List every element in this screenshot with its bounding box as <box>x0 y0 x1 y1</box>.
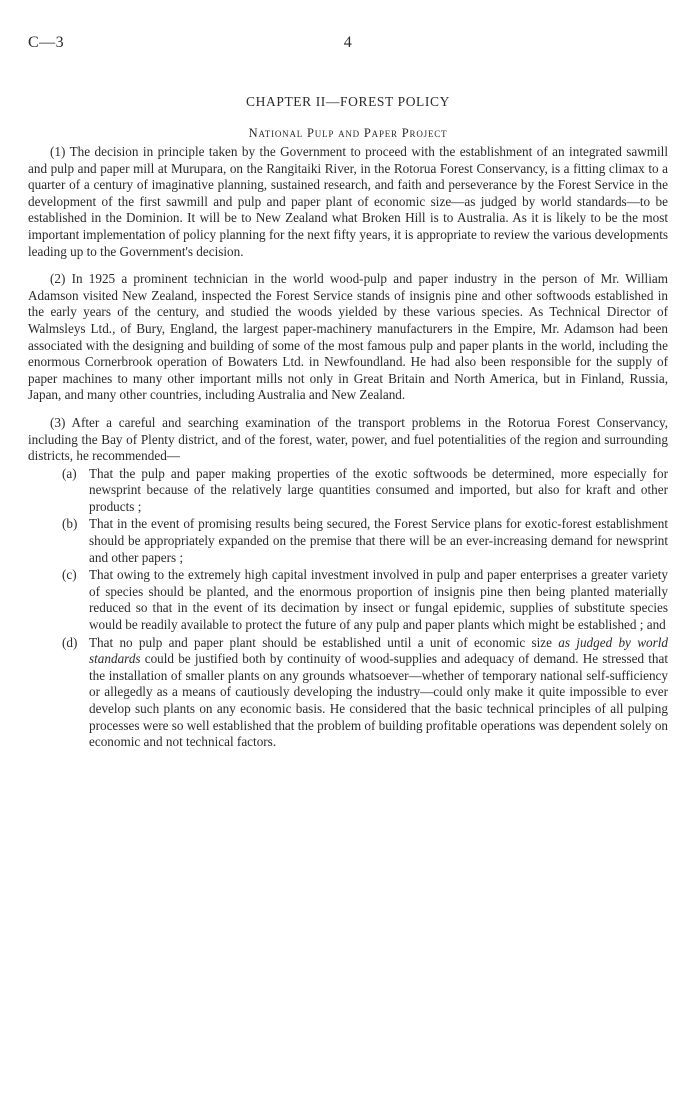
paragraph-2: (2) In 1925 a prominent technician in the world wood-pulp and paper industry in the person of Mr. William Adamson visited New Zealand, inspected the Forest Service stands of insignis pine and other softwoods established in the early years of the century, and studied the woods yielded by these various species. As Technical Director of Walmsleys Ltd., of Bury, England, the largest paper-machinery manufacturers in the Empire, Mr. Adamson had been associated with the designing and building of some of the most famous pulp and paper plants in the world, including the enormous Cornerbrook operation of Bowaters Ltd. in Newfoundland. He had also been responsible for the supply of paper machines to many other important mills not only in Great Britain and North America, but in Finland, Russia, Japan, and many other countries, including Australia and New Zealand. <box>28 271 668 403</box>
recommendation-a <box>28 466 668 516</box>
recommendation-text-start: That no pulp and paper plant should be established until a unit of economic size <box>89 634 559 650</box>
recommendation-label: (d) <box>62 634 78 650</box>
recommendation-b <box>28 516 668 566</box>
recommendation-text <box>89 635 668 750</box>
section-title: National Pulp and Paper Project <box>248 126 448 140</box>
recommendation-text-end: could be justified both by continuity of wood-supplies and adequacy of demand. He stressed that the installation of smaller plants on any grounds whatsoever—whether of temporary national self-sufficiency or allegedly as a means of cautiously developing the industry—could only make it quite impossible to ever develop such plants on any economic basis. He considered that the basic technical principles of all pulping processes were so well established that the problem of building profitable operations was dependent solely on economic and not technical factors. <box>89 651 669 750</box>
recommendation-emphasis: as judged by world standards <box>89 634 668 667</box>
page-header <box>28 34 668 58</box>
recommendation-text: That owing to the extremely high capital investment involved in pulp and paper enterprises a greater variety of species should be planted, and the enormous proportion of insignis pine then being planted materially reduced so that in the event of its decimation by insect or fungal epidemic, supplies of substitute species would be readily available to protect the future of any pulp and paper plants which might be established ; and <box>89 567 668 633</box>
paragraph-3: (3) After a careful and searching examination of the transport problems in the Rotorua Forest Conservancy, including the Bay of Plenty district, and of the forest, water, power, and fuel potentialities of the region and surrounding districts, he recommended— <box>28 414 668 464</box>
recommendation-c <box>28 567 668 633</box>
document-page <box>28 34 668 751</box>
recommendation-label: (c) <box>62 567 77 583</box>
recommendation-label: (a) <box>62 465 77 481</box>
chapter-title: CHAPTER II—FOREST POLICY <box>246 94 450 109</box>
paragraph-1: (1) The decision in principle taken by the Government to proceed with the establishment of an integrated sawmill and pulp and paper mill at Murupara, on the Rangitaiki River, in the Rotorua Forest Conservancy, is a fitting climax to a quarter of a century of imaginative planning, sustained research, and faith and perseverance by the Forest Service in the development of the first sawmill and pulp and paper plant of economic size—as judged by world standards—to be established in the Dominion. It will be to New Zealand what Broken Hill is to Australia. As it is likely to be the most important implementation of policy planning for the next fifty years, it is appropriate to review the various developments leading up to the Government's decision. <box>28 144 668 259</box>
document-reference: C—3 <box>28 34 65 51</box>
page-number: 4 <box>343 34 353 51</box>
recommendation-d <box>28 635 668 751</box>
recommendation-text: That in the event of promising results being secured, the Forest Service plans for exotic-forest establishment should be appropriately expanded on the premise that there will be an ever-increasing demand for newsprint and other papers ; <box>89 516 668 565</box>
recommendation-label: (b) <box>62 516 78 532</box>
recommendation-text: That the pulp and paper making properties of the exotic softwoods be determined, more especially for newsprint because of the relatively large quantities consumed and imported, but also for kraft and other products ; <box>89 465 668 514</box>
